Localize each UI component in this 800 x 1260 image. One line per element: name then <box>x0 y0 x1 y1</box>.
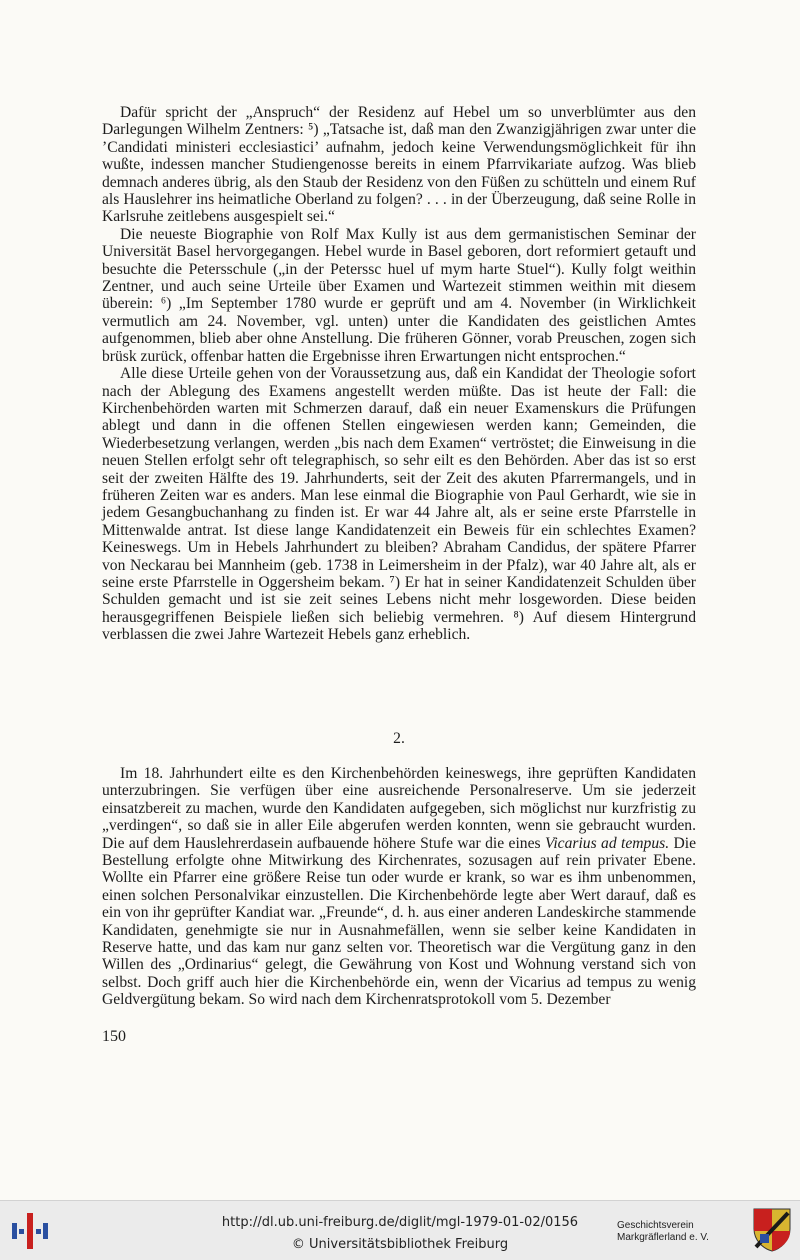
society-name-line: Geschichtsverein <box>617 1220 694 1231</box>
paragraph: Dafür spricht der „Anspruch“ der Residenz auf Hebel um so unverblümter aus den Darlegungen Wilhelm Zentners: ⁵) „Tatsache ist, daß man den Zwanzigjährigen zwar unter die ’Candidati ministeri ecclesiastici’ aufnahm, jedoch keine Verwendungsmöglichkeit für ihn wußte, indessen mancher Studiengenosse bereits in einem Pfarrvikariate aufzog. Was blieb demnach anderes übrig, als den Staub der Residenz von den Füßen zu schütteln und einem Ruf als Hauslehrer ins heimatliche Oberland zu folgen? . . . in der Überzeugung, daß seine Rolle in Karlsruhe zeitlebens ausgespielt sei.“ <box>102 104 696 226</box>
coat-of-arms-icon[interactable] <box>752 1207 792 1253</box>
paragraph: Alle diese Urteile gehen von der Voraussetzung aus, daß ein Kandidat der Theologie sofort nach der Ablegung des Examens angestellt werden müßte. Das ist heute der Fall: die Kirchenbehörden warten mit Schmerzen darauf, daß ein neuer Examenskurs die Prüfungen ablegt und dann in die offenen Stellen eingewiesen werden kann; Gemeinden, die Wiederbesetzung verlangen, werden „bis nach dem Examen“ vertröstet; die Einweisung in die neuen Stellen erfolgt sehr oft telegraphisch, so sehr eilt es den Behörden. Aber das ist so erst seit der zweiten Hälfte des 19. Jahrhunderts, seit der Zeit des akuten Pfarrermangels, und in früheren Zeiten war es anders. Man lese einmal die Biographie von Paul Gerhardt, wie sie in jedem Gesangbuchanhang zu finden ist. Er war 44 Jahre alt, als er seine erste Pfarrstelle in Mittenwalde antrat. Ist diese lange Kandidatenzeit ein Beweis für ein schlechtes Examen? Keineswegs. Um in Hebels Jahrhundert zu bleiben? Abraham Candidus, der spätere Pfarrer von Neckarau bei Mannheim (geb. 1738 in Leimersheim in der Pfalz), war 40 Jahre alt, als er seine erste Pfarrstelle in Oggersheim bekam. ⁷) Er hat in seiner Kandidatenzeit Schulden über Schulden gemacht und ist sie zeit seines Lebens nicht mehr losgeworden. Diese beiden herausgegriffenen Beispiele ließen sich beliebig vermehren. ⁸) Auf diesem Hintergrund verblassen die zwei Jahre Wartezeit Hebels ganz erheblich. <box>102 365 696 644</box>
viewer-footer <box>0 1200 800 1260</box>
paragraph-text: Die Bestellung erfolgte ohne Mitwirkung des Kirchenrates, sozusagen auf rein privater Ebene. Wollte ein Pfarrer eine größere Reise tun oder wurde er krank, so war es ihm unbenommen, einen solchen Personalvikar einzustellen. Die Kirchenbehörde legte aber Wert darauf, daß es ein von ihr geprüfter Kandiat war. „Freunde“, d. h. aus einer anderen Landeskirche stammende Kandidaten, genehmigte sie nur in Ausnahmefällen, wenn sie selber keine Kandidaten in Reserve hatte, und das kam nur ganz selten vor. Theoretisch war die Vergütung ganz in den Willen des „Ordinarius“ gelegt, die Gewährung von Kost und Wohnung verstand sich von selbst. Doch griff auch hier die Kirchenbehörde ein, wenn der Vicarius ad tempus zu wenig Geldvergütung bekam. So wird nach dem Kirchenratsprotokoll vom 5. Dezember <box>102 834 697 1009</box>
society-name <box>617 1220 747 1244</box>
section-number: 2. <box>393 730 405 747</box>
copyright-text: © Universitätsbibliothek Freiburg <box>291 1237 509 1252</box>
paragraph <box>102 765 696 1009</box>
society-name-line: Markgräflerland e. V. <box>617 1232 709 1243</box>
paragraph: Die neueste Biographie von Rolf Max Kully ist aus dem germanistischen Seminar der Universität Basel hervorgegangen. Hebel wurde in Basel geboren, dort reformiert getauft und besuchte die Petersschule („in der Peterssc huel uf mym harte Stuel“). Kully folgt weithin Zentner, und auch seine Urteile über Examen und Wartezeit stimmen weithin mit diesem überein: ⁶) „Im September 1780 wurde er geprüft und am 4. November (in Wirklichkeit vermutlich am 24. November, vgl. unten) unter die Kandidaten des geistlichen Amtes aufgenommen, blieb aber ohne Anstellung. Die früheren Gönner, vorab Preuschen, zogen sich brüsk zurück, offenbar hatten die Ergebnisse ihren Erwartungen nicht entsprochen.“ <box>102 225 696 365</box>
italic-term: Vicarius ad tempus. <box>544 834 670 852</box>
page-url-link[interactable]: http://dl.ub.uni-freiburg.de/diglit/mgl-1979-01-02/0156 <box>221 1215 579 1230</box>
paragraph-text: Im 18. Jahrhundert eilte es den Kirchenbehörden keineswegs, ihre geprüften Kandidaten unterzubringen. Sie verfügen über eine ausreichende Personalreserve. Um sie jederzeit einsatzbereit zu machen, wurde den Kandidaten aufgegeben, sich möglichst nur kurzfristig zu „verdingen“, so daß sie in aller Eile abgerufen werden konnten, wenn sie gebraucht wurden. Die auf dem Hauslehrerdasein aufbauende höhere Stufe war die eines <box>102 765 696 852</box>
text-block-2 <box>102 765 696 1009</box>
ub-freiburg-logo-icon[interactable] <box>10 1209 54 1253</box>
text-block-1 <box>102 104 696 644</box>
page-number: 150 <box>102 1028 126 1045</box>
